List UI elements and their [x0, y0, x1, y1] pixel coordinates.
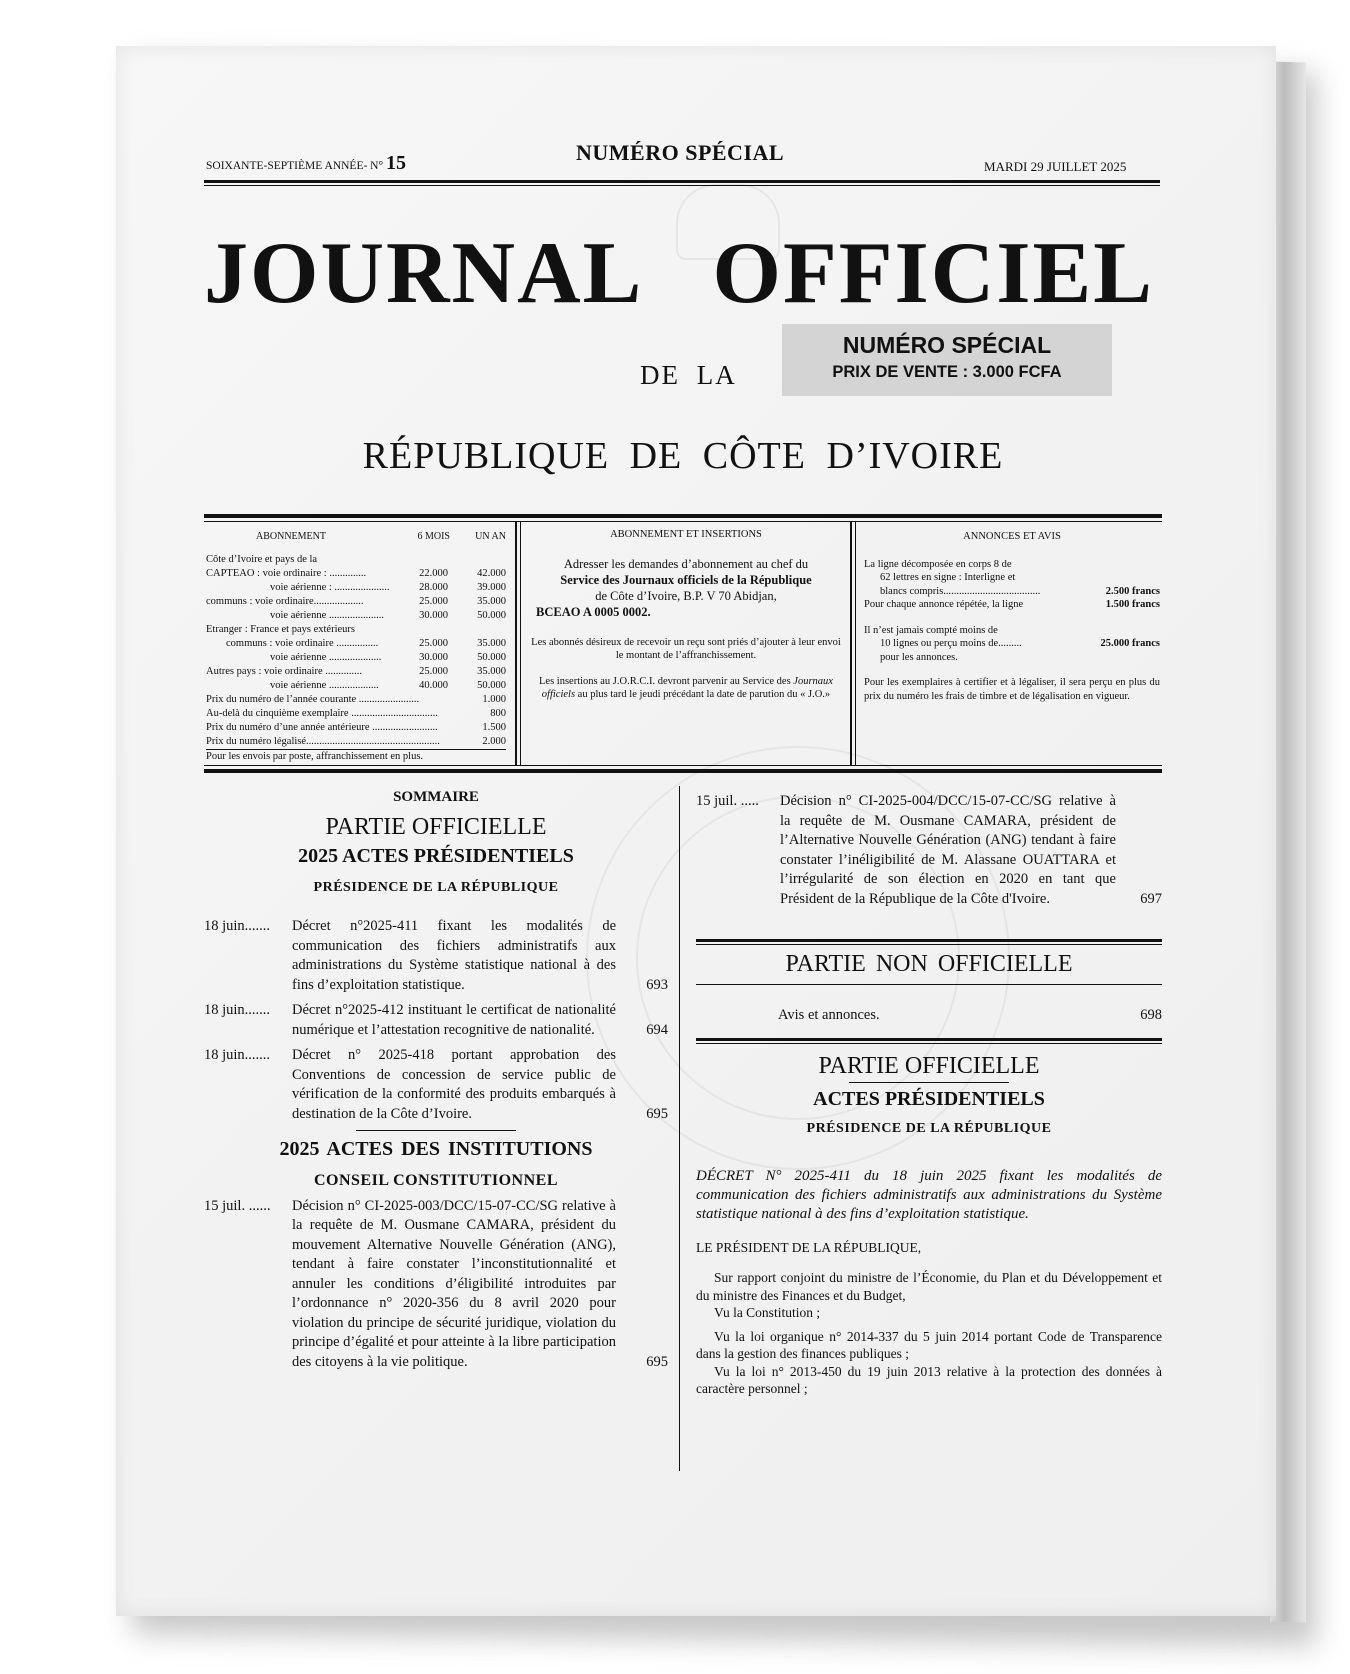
actes-presidentiels-heading-2: ACTES PRÉSIDENTIELS — [813, 1088, 1045, 1110]
info-divider-1b — [520, 522, 521, 765]
special-issue-box — [782, 324, 1112, 396]
right-column — [696, 792, 1162, 915]
subscription-row: voie aérienne .................... 30.000 50.000 — [270, 652, 506, 663]
partie-non-officielle-heading: PARTIE NON OFFICIELLE — [785, 951, 1073, 977]
annonces-header: ANNONCES ET AVIS — [963, 531, 1061, 542]
rule-2 — [696, 984, 1162, 985]
separator-rule — [356, 1130, 516, 1131]
presidence-heading-2: PRÉSIDENCE DE LA RÉPUBLIQUE — [806, 1121, 1052, 1136]
rule-1b — [696, 944, 1162, 945]
avis-entry: Avis et annonces. 698 — [778, 1007, 1162, 1023]
partie-officielle-heading: PARTIE OFFICIELLE — [325, 813, 547, 840]
decree-section — [696, 1050, 1162, 1398]
edition-label: NUMÉRO SPÉCIAL — [576, 140, 785, 165]
subscription-row: voie aérienne ..................... 30.000 50.000 — [270, 610, 506, 621]
subscription-row: communs : voie ordinaire ................ 25.000 35.000 — [226, 638, 506, 649]
info-bottom-rule-thin — [204, 765, 1162, 766]
insertions-receipt: Les abonnés désireux de recevoir un reçu sont priés d’ajouter à leur envoi le montant de l’affranchissement. — [531, 636, 841, 661]
special-issue-label: NUMÉRO SPÉCIAL — [842, 332, 1052, 358]
conseil-heading: CONSEIL CONSTITUTIONNEL — [313, 1172, 558, 1189]
insertions-address: Adresser les demandes d’abonnement au chef du Service des Journaux officiels de la République de Côte d’Ivoire, B.P. V 70 Abidjan, BCEAO A 0005 0002. — [536, 556, 812, 619]
subscription-row: Prix du numéro légalisé................................................... 2.000 — [206, 736, 506, 747]
decree-para-2: Vu la Constitution ; — [714, 1305, 821, 1320]
subscription-row: Autres pays : voie ordinaire .............. 25.000 35.000 — [206, 666, 506, 677]
sommaire-title: SOMMAIRE — [393, 789, 479, 805]
annonces-block: ANNONCES ET AVIS La ligne décomposée en corps 8 de 62 lettres en signe : Interligne et blancs compris..................................... 2.500 francs Pour chaque annonce répétée, la ligne 1.500 francs Il n’est jamais compté moins de 10 lignes ou perçu moins de......... 25.000 francs pour les annonces. Pour les exemplaires à certifier et à légaliser, il sera perçu en plus du prix du numéro les frais de timbre et de légalisation en vigueur. — [864, 531, 1160, 702]
subscription-intro: Côte d’Ivoire et pays de la — [206, 554, 318, 565]
presidence-heading: PRÉSIDENCE DE LA RÉPUBLIQUE — [313, 879, 559, 895]
issue-date: MARDI 29 JUILLET 2025 — [984, 159, 1127, 174]
rule-3 — [696, 1038, 1162, 1041]
rule-1 — [696, 939, 1162, 942]
top-rule-thin — [204, 185, 1160, 186]
left-column — [204, 788, 668, 1378]
decree-para-4: Vu la loi n° 2013-450 du 19 juin 2013 relative à la protection des données à caractère personnel ; — [696, 1363, 1162, 1396]
year-issue: SOIXANTE-SEPTIÈME ANNÉE- N° 15 — [206, 152, 406, 174]
actes-institutions-heading: 2025 ACTES DES INSTITUTIONS — [279, 1138, 593, 1160]
subscription-row: communs : voie ordinaire................... 25.000 35.000 — [206, 596, 506, 607]
subscription-row: Pour les envois par poste, affranchissement en plus. — [206, 749, 506, 764]
rule-3b — [696, 1043, 1162, 1044]
top-rule — [204, 180, 1160, 183]
subscription-header: ABONNEMENT 6 MOIS UN AN — [256, 531, 506, 542]
subscription-row: Prix du numéro de l’année courante ....................... 1.000 — [206, 694, 506, 705]
sale-price: PRIX DE VENTE : 3.000 FCFA — [832, 363, 1062, 381]
decree-le-president: LE PRÉSIDENT DE LA RÉPUBLIQUE, — [696, 1239, 922, 1255]
summary-entry: 18 juin....... Décret n°2025-411 fixant les modalités de communication des fichiers administratifs aux administrations du Système statistique national à des fins d’exploitation statistique. 693 — [204, 918, 668, 993]
subscription-row: voie aérienne : ..................... 28.000 39.000 — [270, 582, 506, 593]
journal-page — [116, 46, 1276, 1616]
actes-presidentiels-heading: 2025 ACTES PRÉSIDENTIELS — [298, 844, 574, 867]
info-top-rule-thin — [204, 521, 1162, 522]
info-top-rule — [204, 514, 1162, 518]
subscription-row: voie aérienne ................... 40.000 50.000 — [270, 680, 506, 691]
summary-entry-decision-004: 15 juil. ..... Décision n° CI-2025-004/DCC/15-07-CC/SG relative à la requête de M. Ousmane CAMARA, président de l’Alternative Nouvelle Génération (ANG) tendant à faire constater l’inéligibilité de M. Alassane OUATTARA et l’irrégularité de son élection en 2020 en tant que Président de la République de la Côte d'Ivoire. 697 — [696, 793, 1162, 907]
summary-entry-decision-003: 15 juil. ...... Décision n° CI-2025-003/DCC/15-07-CC/SG relative à la requête de M. Ousmane CAMARA, président du mouvement Alternative Nouvelle Génération (ANG), tendant à faire constater l’inconstitutionnalité et annuler les conditions d’éligibilité introduites par l’ordonnance n° 2020-356 du 8 avril 2020 pour violation du principe de sécurité juridique, violation du principe d’égalité et pour atteinte à la libre participation des citoyens à la vie politique. 695 — [204, 1197, 668, 1370]
column-divider — [679, 786, 680, 1471]
subscription-row: Prix du numéro d’une année antérieure ......................... 1.500 — [206, 722, 506, 733]
issue-number: 15 — [385, 152, 406, 174]
subscription-row: Etranger : France et pays extérieurs — [206, 624, 355, 635]
insertions-header: ABONNEMENT ET INSERTIONS — [610, 529, 762, 540]
summary-entry: 18 juin....... Décret n°2025-412 instituant le certificat de nationalité numérique et l’attestation recognitive de nationalité. 694 — [204, 1002, 668, 1038]
insertions-deadline: Les insertions au J.O.R.C.I. devront parvenir au Service des Journaux officiels au plus tard le jeudi précédant la date de parution du « J.O.» — [539, 675, 833, 700]
separator-rule-2 — [849, 1082, 1009, 1083]
info-bottom-rule — [204, 769, 1162, 773]
subscription-table — [206, 530, 506, 764]
decree-title: DÉCRET N° 2025-411 du 18 juin 2025 fixant les modalités de communication des fichiers administratifs aux administrations du Système statistique national à des fins d’exploitation statistique. — [696, 1167, 1162, 1222]
decree-para-3: Vu la loi organique n° 2014-337 du 5 juin 2014 portant Code de Transparence dans la gestion des finances publiques ; — [696, 1328, 1162, 1361]
info-divider-2b — [855, 522, 856, 765]
subscription-row: Au-delà du cinquième exemplaire ................................. 800 — [206, 708, 506, 719]
summary-entry: 18 juin....... Décret n° 2025-418 portant approbation des Conventions de concession de service public de vérification de la conformité des produits embarqués à destination de la Côte d’Ivoire. 695 — [204, 1047, 668, 1122]
info-divider-2 — [850, 522, 852, 765]
subscription-row: CAPTEAO : voie ordinaire : .............. 22.000 42.000 — [206, 568, 506, 579]
de-la: DE LA — [640, 360, 737, 390]
republic-name: RÉPUBLIQUE DE CÔTE D’IVOIRE — [362, 435, 1004, 477]
journal-title: JOURNAL OFFICIEL — [204, 225, 1154, 322]
decree-para-1: Sur rapport conjoint du ministre de l’Économie, du Plan et du Développement et du ministre des Finances et du Budget, — [696, 1270, 1162, 1303]
insertions-block — [530, 528, 842, 702]
info-divider-1 — [515, 522, 517, 765]
partie-officielle-heading-2: PARTIE OFFICIELLE — [818, 1053, 1040, 1079]
